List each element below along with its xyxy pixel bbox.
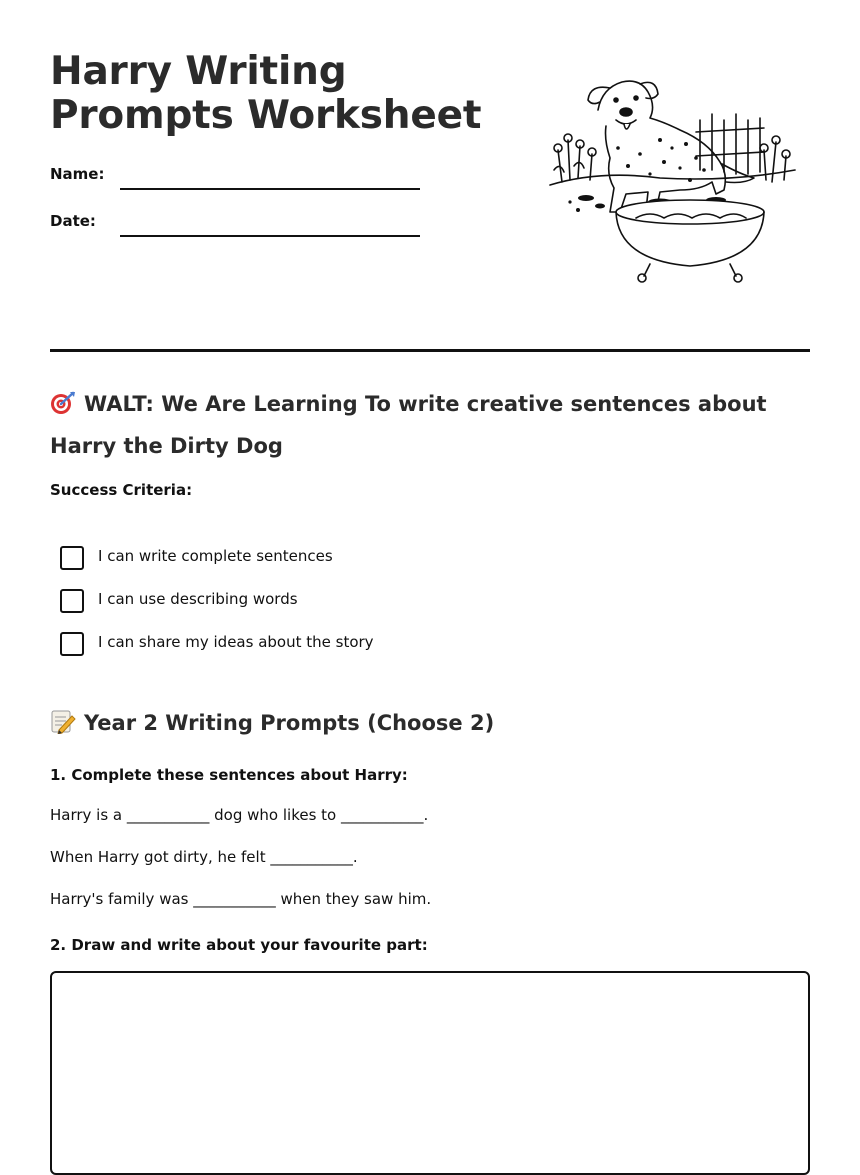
question-2-title: 2. Draw and write about your favourite part: [50, 936, 428, 954]
criteria-text: I can share my ideas about the story [98, 633, 374, 651]
criteria-checkbox[interactable] [60, 589, 84, 613]
date-line[interactable] [120, 235, 420, 237]
fill-in-sentence: Harry is a ___________ dog who likes to ___________. [50, 806, 429, 824]
question-1-title: 1. Complete these sentences about Harry: [50, 766, 408, 784]
name-line[interactable] [120, 188, 420, 190]
fill-in-sentence: Harry's family was ___________ when they saw him. [50, 890, 432, 908]
name-field[interactable] [50, 165, 420, 189]
walt-heading [50, 385, 810, 465]
name-label: Name: [50, 165, 105, 183]
prompts-heading-text: Year 2 Writing Prompts (Choose 2) [84, 711, 495, 735]
prompts-heading [50, 704, 494, 746]
drawing-area[interactable] [50, 971, 810, 1175]
criteria-checkbox[interactable] [60, 546, 84, 570]
target-dart-icon [50, 389, 76, 427]
success-criteria-label: Success Criteria: [50, 481, 193, 499]
criteria-text: I can use describing words [98, 590, 298, 608]
worksheet-page [50, 0, 810, 1161]
section-divider [50, 349, 810, 352]
dirty-dog-bath-illustration [540, 70, 800, 292]
walt-heading-text: WALT: We Are Learning To write creative sentences about Harry the Dirty Dog [50, 392, 767, 458]
date-field[interactable] [50, 212, 420, 236]
date-label: Date: [50, 212, 96, 230]
criteria-text: I can write complete sentences [98, 547, 333, 565]
criteria-checkbox[interactable] [60, 632, 84, 656]
fill-in-sentence: When Harry got dirty, he felt ___________. [50, 848, 358, 866]
memo-pencil-icon [50, 708, 76, 746]
worksheet-title: Harry Writing Prompts Worksheet [50, 49, 482, 138]
